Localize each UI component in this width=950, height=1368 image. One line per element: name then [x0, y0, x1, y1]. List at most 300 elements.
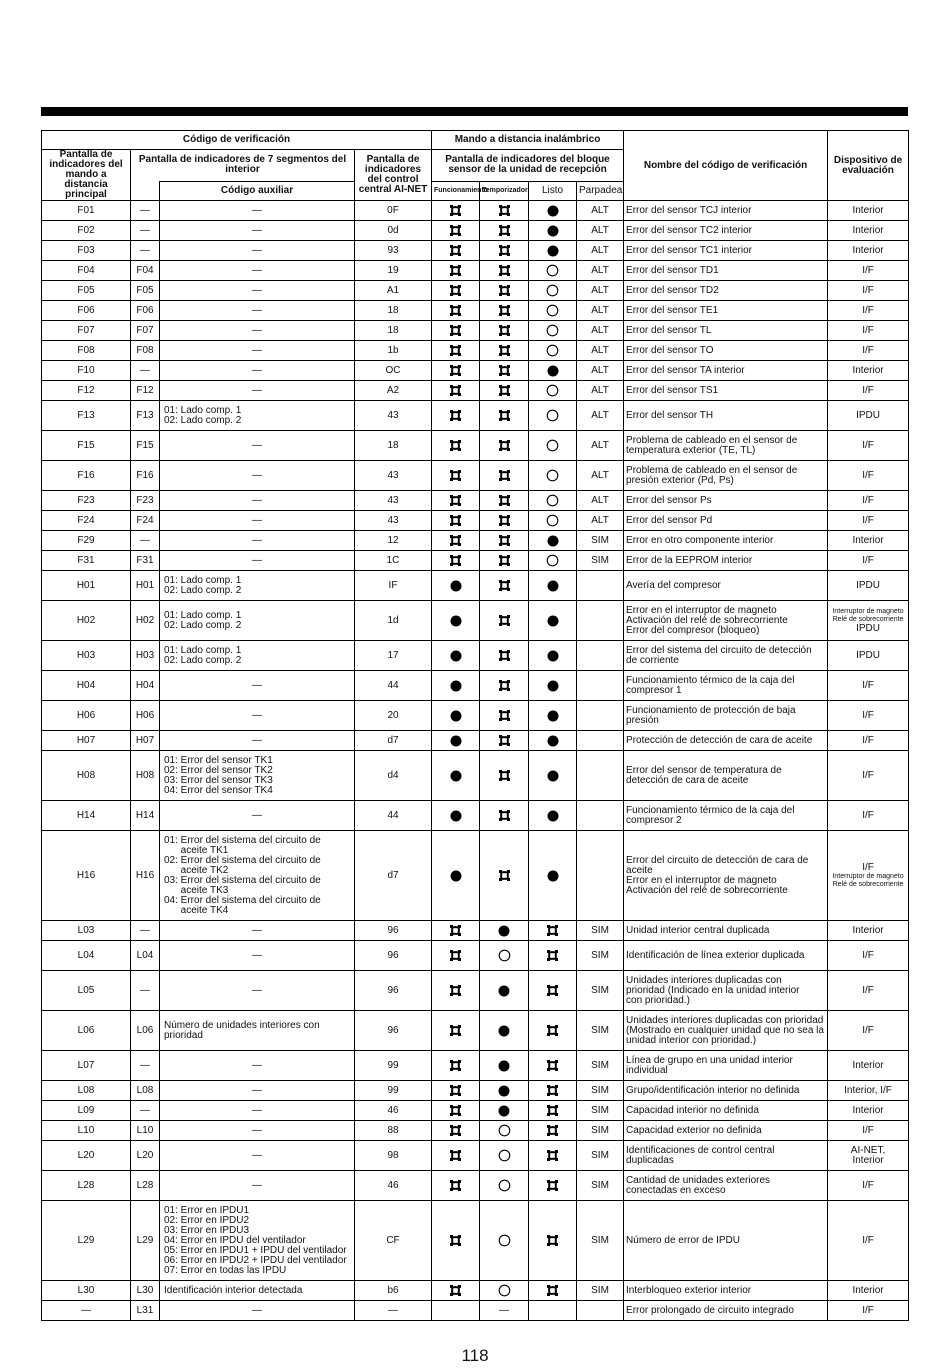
cell-lamp-op	[432, 281, 480, 301]
cell-aux-code	[160, 401, 355, 431]
device-text: Interior	[852, 924, 884, 936]
cell-lamp-op	[432, 1051, 480, 1081]
device-subtext: Interruptor de magneto Relé de sobrecorriente	[832, 607, 904, 623]
cell-device	[828, 1171, 909, 1201]
cell-lamp-timer	[480, 491, 529, 511]
device-text: Interior	[852, 1059, 884, 1071]
aux-code-text: —	[252, 950, 262, 961]
cell-lamp-op	[432, 671, 480, 701]
cell-flash-mode: SIM	[577, 551, 624, 571]
lamp-blink-icon	[450, 1085, 461, 1096]
cell-aux-code	[160, 221, 355, 241]
cell-lamp-timer	[480, 551, 529, 571]
cell-main-code: F31	[42, 551, 131, 571]
cell-main-code: L07	[42, 1051, 131, 1081]
lamp-blink-icon	[547, 925, 558, 936]
aux-code-text: —	[252, 925, 262, 936]
cell-lamp-timer	[480, 1051, 529, 1081]
cell-lamp-timer	[480, 601, 529, 641]
cell-7seg-code: —	[131, 921, 160, 941]
cell-7seg-code: H06	[131, 701, 160, 731]
lamp-on-icon	[498, 1025, 510, 1037]
code-name-text: Identificación de línea exterior duplicada	[626, 949, 805, 961]
cell-lamp-ready	[529, 601, 577, 641]
cell-lamp-timer	[480, 381, 529, 401]
cell-main-code: L08	[42, 1081, 131, 1101]
lamp-off-icon	[546, 344, 559, 357]
cell-lamp-op	[432, 321, 480, 341]
cell-lamp-op	[432, 1201, 480, 1281]
lamp-blink-icon	[547, 1235, 558, 1246]
cell-code-name	[624, 571, 828, 601]
cell-lamp-op	[432, 1011, 480, 1051]
aux-code-text: 01: Error del sistema del circuito de aceite TK1 02: Error del sistema del circuito de aceite TK2 03: Error del sistema del circuito de aceite TK3 04: Error del sistema del circuito de aceite TK4	[164, 834, 321, 916]
cell-device	[828, 431, 909, 461]
device-text: I/F	[862, 734, 874, 746]
header-nombre-codigo: Nombre del código de verificación	[624, 131, 828, 201]
cell-ainet-code: 0d	[355, 221, 432, 241]
cell-device	[828, 461, 909, 491]
lamp-blink-icon	[450, 515, 461, 526]
lamp-blink-icon	[450, 1025, 461, 1036]
lamp-off-icon	[498, 1234, 511, 1247]
cell-device	[828, 201, 909, 221]
cell-lamp-ready	[529, 921, 577, 941]
code-name-text: Capacidad exterior no definida	[626, 1124, 762, 1136]
cell-ainet-code: 96	[355, 971, 432, 1011]
cell-flash-mode	[577, 641, 624, 671]
cell-lamp-timer	[480, 1141, 529, 1171]
cell-lamp-op	[432, 831, 480, 921]
cell-lamp-ready	[529, 281, 577, 301]
cell-flash-mode	[577, 671, 624, 701]
header-codigo-verificacion: Código de verificación	[42, 131, 432, 150]
lamp-off-icon	[546, 304, 559, 317]
table-row	[42, 831, 909, 921]
cell-lamp-ready	[529, 971, 577, 1011]
cell-code-name	[624, 241, 828, 261]
cell-code-name	[624, 381, 828, 401]
aux-code-text: —	[252, 1105, 262, 1116]
lamp-blink-icon	[450, 440, 461, 451]
code-name-text: Error del sensor de temperatura de detección de cara de aceite	[626, 764, 782, 786]
cell-ainet-code: 18	[355, 321, 432, 341]
cell-device	[828, 731, 909, 751]
cell-7seg-code: H02	[131, 601, 160, 641]
cell-device	[828, 261, 909, 281]
device-text: Interior, I/F	[844, 1084, 892, 1096]
aux-code-text: —	[252, 1150, 262, 1161]
code-name-text: Error del sensor Ps	[626, 494, 712, 506]
cell-device	[828, 831, 909, 921]
cell-lamp-timer	[480, 361, 529, 381]
cell-flash-mode: SIM	[577, 531, 624, 551]
lamp-off-icon	[498, 1179, 511, 1192]
table-row	[42, 671, 909, 701]
cell-ainet-code: —	[355, 1301, 432, 1321]
cell-lamp-op	[432, 971, 480, 1011]
cell-lamp-timer	[480, 261, 529, 281]
cell-aux-code	[160, 1301, 355, 1321]
cell-main-code: F24	[42, 511, 131, 531]
lamp-blink-icon	[450, 305, 461, 316]
lamp-blink-icon	[499, 580, 510, 591]
cell-lamp-timer	[480, 971, 529, 1011]
device-text: I/F	[862, 769, 874, 781]
cell-ainet-code: 96	[355, 941, 432, 971]
cell-lamp-op	[432, 571, 480, 601]
cell-aux-code	[160, 1201, 355, 1281]
lamp-on-icon	[450, 710, 462, 722]
lamp-blink-icon	[450, 345, 461, 356]
lamp-blink-icon	[547, 1060, 558, 1071]
device-text: IPDU	[856, 622, 880, 634]
cell-flash-mode	[577, 1301, 624, 1321]
lamp-off-icon	[546, 409, 559, 422]
aux-code-text: —	[252, 305, 262, 316]
cell-main-code: H06	[42, 701, 131, 731]
cell-flash-mode: ALT	[577, 381, 624, 401]
table-row	[42, 971, 909, 1011]
cell-device	[828, 221, 909, 241]
cell-main-code: F07	[42, 321, 131, 341]
cell-7seg-code: F13	[131, 401, 160, 431]
device-text: I/F	[862, 679, 874, 691]
cell-lamp-op	[432, 381, 480, 401]
cell-ainet-code: 20	[355, 701, 432, 731]
cell-lamp-timer	[480, 671, 529, 701]
cell-flash-mode: SIM	[577, 971, 624, 1011]
cell-code-name	[624, 1011, 828, 1051]
cell-lamp-timer	[480, 511, 529, 531]
lamp-blink-icon	[450, 365, 461, 376]
cell-main-code: L29	[42, 1201, 131, 1281]
lamp-blink-icon	[450, 1235, 461, 1246]
code-name-text: Error del sensor TH	[626, 409, 714, 421]
lamp-on-icon	[547, 680, 559, 692]
cell-main-code: L28	[42, 1171, 131, 1201]
cell-lamp-ready	[529, 1051, 577, 1081]
header-7seg-blank	[131, 181, 160, 200]
cell-device	[828, 1051, 909, 1081]
cell-code-name	[624, 361, 828, 381]
cell-main-code: H03	[42, 641, 131, 671]
aux-code-text: —	[252, 285, 262, 296]
cell-code-name	[624, 1141, 828, 1171]
table-row	[42, 201, 909, 221]
device-text: IPDU	[856, 649, 880, 661]
table-row	[42, 1201, 909, 1281]
header-pantalla-7seg: Pantalla de indicadores de 7 segmentos del interior	[131, 150, 355, 182]
aux-code-text: —	[252, 205, 262, 216]
table-row	[42, 281, 909, 301]
device-text: Interior	[852, 1284, 884, 1296]
lamp-blink-icon	[547, 1285, 558, 1296]
cell-flash-mode	[577, 571, 624, 601]
lamp-blink-icon	[499, 305, 510, 316]
cell-device	[828, 1281, 909, 1301]
cell-lamp-op	[432, 361, 480, 381]
lamp-blink-icon	[450, 1060, 461, 1071]
lamp-blink-icon	[547, 1150, 558, 1161]
cell-code-name	[624, 641, 828, 671]
lamp-blink-icon	[450, 325, 461, 336]
cell-lamp-ready	[529, 401, 577, 431]
aux-code-text: 01: Lado comp. 1 02: Lado comp. 2	[164, 574, 242, 596]
aux-code-text: 01: Lado comp. 1 02: Lado comp. 2	[164, 609, 242, 631]
cell-lamp-timer	[480, 831, 529, 921]
cell-code-name	[624, 1051, 828, 1081]
cell-ainet-code: 88	[355, 1121, 432, 1141]
cell-lamp-op	[432, 551, 480, 571]
cell-7seg-code: —	[131, 241, 160, 261]
cell-aux-code	[160, 641, 355, 671]
cell-code-name	[624, 831, 828, 921]
cell-lamp-op	[432, 751, 480, 801]
device-text: Interior	[852, 204, 884, 216]
cell-aux-code	[160, 1011, 355, 1051]
table-row	[42, 641, 909, 671]
cell-flash-mode: ALT	[577, 281, 624, 301]
cell-7seg-code: H08	[131, 751, 160, 801]
lamp-blink-icon	[547, 950, 558, 961]
cell-code-name	[624, 971, 828, 1011]
header-listo: Listo	[529, 181, 577, 200]
cell-lamp-ready	[529, 241, 577, 261]
cell-aux-code	[160, 491, 355, 511]
cell-code-name	[624, 531, 828, 551]
lamp-blink-icon	[547, 985, 558, 996]
cell-flash-mode: ALT	[577, 341, 624, 361]
header-parpadea: Parpadea	[577, 181, 624, 200]
cell-flash-mode: ALT	[577, 301, 624, 321]
cell-main-code: L06	[42, 1011, 131, 1051]
code-name-text: Error prolongado de circuito integrado	[626, 1304, 794, 1316]
code-name-text: Error en el interruptor de magneto Activación del relé de sobrecorriente Error del compresor (bloqueo)	[626, 604, 788, 636]
cell-ainet-code: d4	[355, 751, 432, 801]
cell-7seg-code: F04	[131, 261, 160, 281]
cell-7seg-code: L31	[131, 1301, 160, 1321]
header-temporizador: Temporizador	[480, 181, 529, 200]
cell-main-code: L09	[42, 1101, 131, 1121]
aux-code-text: —	[252, 1180, 262, 1191]
cell-ainet-code: 93	[355, 241, 432, 261]
cell-main-code: L30	[42, 1281, 131, 1301]
cell-lamp-timer	[480, 1281, 529, 1301]
aux-code-text: —	[252, 470, 262, 481]
device-text: I/F	[862, 264, 874, 276]
code-name-text: Error del sensor TS1	[626, 384, 719, 396]
cell-main-code: F01	[42, 201, 131, 221]
code-name-text: Funcionamiento térmico de la caja del compresor 1	[626, 674, 795, 696]
cell-lamp-timer	[480, 431, 529, 461]
cell-ainet-code: 44	[355, 801, 432, 831]
table-row	[42, 321, 909, 341]
code-name-text: Error del sensor TC2 interior	[626, 224, 753, 236]
header-codigo-auxiliar: Código auxiliar	[160, 181, 355, 200]
cell-lamp-ready	[529, 261, 577, 281]
cell-flash-mode	[577, 801, 624, 831]
code-name-text: Error del sensor TD2	[626, 284, 719, 296]
cell-device	[828, 601, 909, 641]
cell-lamp-op	[432, 641, 480, 671]
device-text: I/F	[862, 809, 874, 821]
aux-code-text: —	[252, 245, 262, 256]
cell-7seg-code: F31	[131, 551, 160, 571]
cell-aux-code	[160, 941, 355, 971]
code-name-text: Error del sensor TL	[626, 324, 712, 336]
aux-code-text: 01: Error del sensor TK1 02: Error del sensor TK2 03: Error del sensor TK3 04: Error del sensor TK4	[164, 754, 273, 796]
table-row	[42, 301, 909, 321]
table-row	[42, 801, 909, 831]
table-row	[42, 941, 909, 971]
cell-lamp-timer	[480, 1011, 529, 1051]
lamp-on-icon	[547, 245, 559, 257]
table-row	[42, 361, 909, 381]
cell-ainet-code: 1d	[355, 601, 432, 641]
lamp-on-icon	[547, 580, 559, 592]
cell-main-code: F12	[42, 381, 131, 401]
device-text: I/F	[862, 1124, 874, 1136]
device-text: IPDU	[856, 409, 880, 421]
lamp-on-icon	[450, 615, 462, 627]
cell-lamp-op	[432, 921, 480, 941]
cell-ainet-code: d7	[355, 831, 432, 921]
device-text: AI-NET, Interior	[850, 1144, 886, 1166]
cell-aux-code	[160, 381, 355, 401]
table-row	[42, 1281, 909, 1301]
cell-aux-code	[160, 1171, 355, 1201]
lamp-on-icon	[450, 650, 462, 662]
lamp-blink-icon	[499, 345, 510, 356]
lamp-off-icon	[546, 384, 559, 397]
lamp-on-icon	[498, 985, 510, 997]
cell-flash-mode: ALT	[577, 221, 624, 241]
code-name-text: Error del sensor TE1	[626, 304, 719, 316]
lamp-blink-icon	[499, 870, 510, 881]
aux-code-text: Identificación interior detectada	[164, 1284, 303, 1296]
cell-aux-code	[160, 461, 355, 491]
lamp-blink-icon	[450, 1125, 461, 1136]
cell-device	[828, 1081, 909, 1101]
cell-lamp-timer	[480, 341, 529, 361]
cell-device	[828, 401, 909, 431]
cell-device	[828, 941, 909, 971]
cell-lamp-timer	[480, 321, 529, 341]
cell-device	[828, 971, 909, 1011]
cell-flash-mode: SIM	[577, 941, 624, 971]
lamp-blink-icon	[547, 1025, 558, 1036]
cell-lamp-timer	[480, 1301, 529, 1321]
code-name-text: Unidades interiores duplicadas con prioridad (Mostrado en cualquier unidad que no sea la unidad interior con prioridad.)	[626, 1014, 824, 1046]
cell-lamp-timer	[480, 701, 529, 731]
aux-code-text: —	[252, 325, 262, 336]
code-name-text: Grupo/identificación interior no definida	[626, 1084, 800, 1096]
lamp-blink-icon	[499, 410, 510, 421]
cell-device	[828, 921, 909, 941]
cell-ainet-code: 98	[355, 1141, 432, 1171]
cell-main-code: L05	[42, 971, 131, 1011]
cell-lamp-timer	[480, 941, 529, 971]
cell-main-code: F15	[42, 431, 131, 461]
code-name-text: Error del sensor Pd	[626, 514, 713, 526]
cell-main-code: F13	[42, 401, 131, 431]
cell-lamp-ready	[529, 551, 577, 571]
cell-aux-code	[160, 1081, 355, 1101]
cell-lamp-ready	[529, 301, 577, 321]
lamp-off-icon	[546, 324, 559, 337]
cell-code-name	[624, 801, 828, 831]
cell-lamp-ready	[529, 531, 577, 551]
cell-lamp-ready	[529, 321, 577, 341]
cell-flash-mode: ALT	[577, 461, 624, 491]
code-name-text: Error de la EEPROM interior	[626, 554, 753, 566]
cell-main-code: L03	[42, 921, 131, 941]
cell-aux-code	[160, 321, 355, 341]
table-row	[42, 1011, 909, 1051]
lamp-on-icon	[498, 925, 510, 937]
code-name-text: Error en otro componente interior	[626, 534, 774, 546]
lamp-blink-icon	[499, 205, 510, 216]
cell-7seg-code: L30	[131, 1281, 160, 1301]
code-name-text: Cantidad de unidades exteriores conectadas en exceso	[626, 1174, 771, 1196]
cell-flash-mode: ALT	[577, 241, 624, 261]
cell-device	[828, 531, 909, 551]
cell-aux-code	[160, 1281, 355, 1301]
lamp-blink-icon	[499, 225, 510, 236]
cell-device	[828, 551, 909, 571]
cell-7seg-code: H07	[131, 731, 160, 751]
code-name-text: Unidad interior central duplicada	[626, 924, 770, 936]
lamp-blink-icon	[450, 470, 461, 481]
cell-device	[828, 511, 909, 531]
cell-device	[828, 671, 909, 701]
cell-7seg-code: L10	[131, 1121, 160, 1141]
code-name-text: Error del sistema del circuito de detección de corriente	[626, 644, 812, 666]
cell-7seg-code: F12	[131, 381, 160, 401]
code-name-text: Error del sensor TO	[626, 344, 714, 356]
cell-code-name	[624, 941, 828, 971]
cell-code-name	[624, 511, 828, 531]
cell-flash-mode: ALT	[577, 261, 624, 281]
aux-code-text: Número de unidades interiores con prioridad	[164, 1019, 320, 1041]
cell-lamp-op	[432, 601, 480, 641]
cell-lamp-ready	[529, 221, 577, 241]
table-row	[42, 381, 909, 401]
lamp-blink-icon	[499, 515, 510, 526]
table-row	[42, 461, 909, 491]
cell-lamp-op	[432, 801, 480, 831]
cell-flash-mode: ALT	[577, 361, 624, 381]
table-row	[42, 1141, 909, 1171]
table-row	[42, 1301, 909, 1321]
cell-device	[828, 241, 909, 261]
cell-7seg-code: L08	[131, 1081, 160, 1101]
cell-lamp-timer	[480, 751, 529, 801]
cell-device	[828, 1201, 909, 1281]
table-row	[42, 551, 909, 571]
cell-main-code: H04	[42, 671, 131, 701]
cell-7seg-code: L20	[131, 1141, 160, 1171]
lamp-blink-icon	[499, 365, 510, 376]
cell-lamp-ready	[529, 431, 577, 461]
cell-ainet-code: 0F	[355, 201, 432, 221]
table-row	[42, 1121, 909, 1141]
cell-lamp-op	[432, 1301, 480, 1321]
device-text: IPDU	[856, 579, 880, 591]
lamp-blink-icon	[499, 615, 510, 626]
code-name-text: Protección de detección de cara de aceite	[626, 734, 813, 746]
